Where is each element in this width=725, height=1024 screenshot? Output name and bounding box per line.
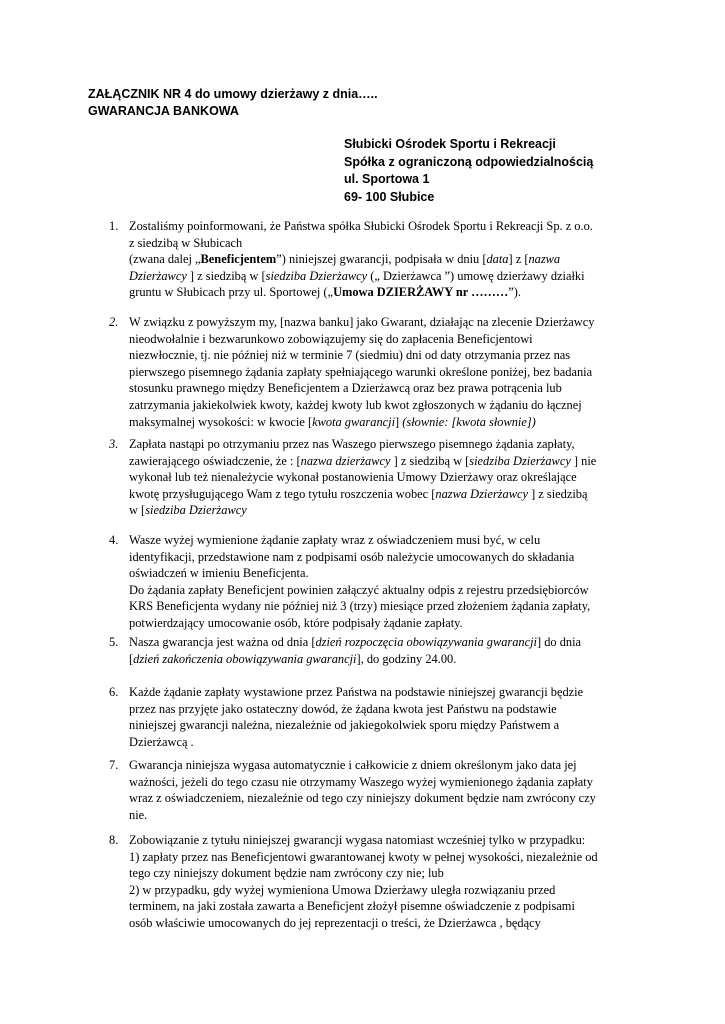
text-run: Gwarancja niniejsza wygasa automatycznie i całkowicie z dniem określonym jako data jej <box>129 758 577 772</box>
clause-line <box>129 380 649 397</box>
clause-text <box>129 634 649 667</box>
clause-line <box>129 684 649 701</box>
text-run: ”). <box>508 285 522 300</box>
text-run: kwotę przysługującego Wam z tego tytułu roszczenia wobec [ <box>129 486 436 501</box>
text-run: nazwa <box>528 252 561 267</box>
clause-number: 6. <box>109 685 119 699</box>
text-run: z siedzibą w Słubicach <box>129 235 243 250</box>
text-run: terminem, na jaki została zawarta a Beneficjent złożył pisemne oświadczenie z podpisami <box>129 899 575 914</box>
clause-number: 3. <box>109 437 119 451</box>
text-run: 1) zapłaty przez nas Beneficjentowi gwarantowanej kwoty w pełnej wysokości, niezależnie od <box>129 849 598 864</box>
clause-line <box>129 915 649 932</box>
clause-line <box>129 251 649 268</box>
text-run: siedziba Dzierżawcy <box>265 268 368 283</box>
recipient-name: Słubicki Ośrodek Sportu i Rekreacji <box>344 137 556 151</box>
clause-line <box>129 734 649 751</box>
clause-number: 5. <box>109 635 119 649</box>
text-run: tego czy niniejszy dokument będzie nam zwrócony czy nie; lub <box>129 866 444 881</box>
text-run: ] <box>395 414 403 429</box>
text-run: Beneficjentem <box>200 252 277 267</box>
text-run: Zostaliśmy poinformowani, że Państwa spółka Słubicki Ośrodek Sportu i Rekreacji Sp. z o.o. <box>129 219 593 233</box>
text-run: zawierającego oświadczenie, że : [ <box>129 453 301 468</box>
text-run: osób właściwie umocowanych do jej reprezentacji o treści, że Dzierżawca , będący <box>129 915 541 930</box>
clause-line <box>129 218 649 235</box>
clause-line <box>129 882 649 899</box>
clause-number: 2. <box>109 315 119 329</box>
text-run: („ Dzierżawca ”) umowę dzierżawy działki <box>367 268 585 283</box>
clause-number: 8. <box>109 833 119 847</box>
clause-number: 1. <box>109 219 119 233</box>
text-run: wykonał lub też nienależycie wykonał postanowienia Umowy Dzierżawy oraz określające <box>129 470 577 485</box>
text-run: kwota gwarancji <box>312 414 396 429</box>
clause-line <box>129 268 649 285</box>
text-run: ] do dnia <box>537 635 582 649</box>
clause-7 <box>109 757 649 823</box>
clause-text <box>129 532 649 632</box>
text-run: KRS Beneficjenta wydany nie później niż 3 (trzy) miesiące przed złożeniem żądania zapłaty, <box>129 599 591 614</box>
text-run: ] z siedzibą <box>527 486 588 501</box>
clause-line <box>129 790 649 807</box>
text-run: Wasze wyżej wymienione żądanie zapłaty wraz z oświadczeniem musi być, w celu <box>129 533 541 547</box>
clause-4 <box>109 532 649 632</box>
clause-line <box>129 598 649 615</box>
text-run: wraz z oświadczeniem, niezależnie od tego czy niniejszy dokument będzie nam zwrócony czy <box>129 791 596 806</box>
text-run: pierwszego pisemnego żądania zapłaty spełniającego warunki określone poniżej, bez badania <box>129 364 593 379</box>
clause-8 <box>109 832 649 932</box>
text-run: Zapłata nastąpi po otrzymaniu przez nas Waszego pierwszego pisemnego żądania zapłaty, <box>129 437 575 451</box>
text-run: oświadczeń w imieniu Beneficjenta. <box>129 566 309 581</box>
clause-line <box>129 486 649 503</box>
clause-text <box>129 218 649 301</box>
clause-line <box>129 397 649 414</box>
clause-5 <box>109 634 649 667</box>
clause-line <box>129 807 649 824</box>
clause-line <box>129 701 649 718</box>
text-run: Nasza gwarancja jest ważna od dnia [ <box>129 635 316 649</box>
document-subtitle: GWARANCJA BANKOWA <box>88 104 239 118</box>
recipient-company-type: Spółka z ograniczoną odpowiedzialnością <box>344 154 594 169</box>
clause-2 <box>109 314 649 430</box>
text-run: zatrzymania jakiekolwiek kwoty, każdej kwoty lub kwot zgłoszonych w żądaniu do łącznej <box>129 397 582 412</box>
recipient-street: ul. Sportowa 1 <box>344 172 430 186</box>
text-run: ”) niniejszej gwarancji, podpisała w dniu [ <box>276 252 487 267</box>
text-run: stosunku prawnego między Beneficjentem a Dzierżawcą oraz bez prawa potrącenia lub <box>129 381 562 396</box>
text-run: [ <box>129 651 134 666</box>
clause-line <box>129 757 649 774</box>
text-run: nieodwołalnie i bezwarunkowo zobowiązujemy się do zapłacenia Beneficjentowi <box>129 331 533 346</box>
clause-line <box>129 284 649 301</box>
clause-line <box>129 717 649 734</box>
clause-6 <box>109 684 649 750</box>
clause-line <box>129 235 649 252</box>
text-run: niniejszej gwarancji należna, niezależnie od jakiegokolwiek sporu między Państwem a <box>129 718 560 733</box>
text-run: przez nas przyjęte jako ostateczny dowód, że żądana kwota jest Państwu na podstawie <box>129 701 557 716</box>
text-run: dzień zakończenia obowiązywania gwarancji <box>133 651 357 666</box>
clause-text <box>129 314 649 430</box>
text-run: siedziba Dzierżawcy <box>469 453 571 468</box>
clause-number: 7. <box>109 758 119 772</box>
text-run: Zobowiązanie z tytułu niniejszej gwarancji wygasa natomiast wcześniej tylko w przypadku: <box>129 833 586 847</box>
text-run: nazwa dzierżawcy <box>300 453 391 468</box>
clause-line <box>129 314 649 331</box>
text-run: ] z siedzibą w [ <box>186 268 266 283</box>
text-run: W związku z powyższym my, [nazwa banku] jako Gwarant, działając na zlecenie Dzierżawcy <box>129 315 595 329</box>
clause-line <box>129 549 649 566</box>
clause-line <box>129 532 649 549</box>
clause-line <box>129 651 649 668</box>
recipient-address <box>344 136 593 206</box>
clause-line <box>129 364 649 381</box>
text-run: Do żądania zapłaty Beneficjent powinien załączyć aktualny odpis z rejestru przedsiębiorców <box>129 582 589 597</box>
clause-line <box>129 582 649 599</box>
text-run: siedziba Dzierżawcy <box>145 503 247 518</box>
text-run: (słownie: [kwota słownie]) <box>402 414 536 429</box>
text-run: maksymalnej wysokości: w kwocie [ <box>129 414 313 429</box>
text-run: ], do godziny 24.00. <box>356 651 457 666</box>
clause-1 <box>109 218 649 301</box>
clause-text <box>129 832 649 932</box>
text-run: (zwana dalej „ <box>129 252 201 267</box>
clause-line <box>129 849 649 866</box>
text-run: nazwa Dzierżawcy <box>435 486 528 501</box>
text-run: dzień rozpoczęcia obowiązywania gwarancji <box>315 635 537 649</box>
text-run: Dzierżawcy <box>129 268 187 283</box>
clause-line <box>129 615 649 632</box>
clause-line <box>129 331 649 348</box>
text-run: identyfikacji, przedstawione nam z podpisami osób należycie umocowanych do składania <box>129 549 575 564</box>
text-run: ] z siedzibą w [ <box>390 453 470 468</box>
clause-text <box>129 684 649 750</box>
clause-line <box>129 453 649 470</box>
text-run: Każde żądanie zapłaty wystawione przez Państwa na podstawie niniejszej gwarancji będzie <box>129 685 584 699</box>
text-run: data <box>486 252 509 267</box>
clause-line <box>129 832 649 849</box>
clause-line <box>129 634 649 651</box>
text-run: w [ <box>129 503 146 518</box>
clause-number: 4. <box>109 533 119 547</box>
clause-text <box>129 757 649 823</box>
recipient-city: 69- 100 Słubice <box>344 189 435 204</box>
text-run: 2) w przypadku, gdy wyżej wymieniona Umowa Dzierżawy uległa rozwiązaniu przed <box>129 882 556 897</box>
clause-line <box>129 565 649 582</box>
clause-line <box>129 436 649 453</box>
text-run: Umowa DZIERŻAWY nr ……… <box>333 285 509 300</box>
text-run: gruntu w Słubicach przy ul. Sportowej („ <box>129 285 334 300</box>
document-title: ZAŁĄCZNIK NR 4 do umowy dzierżawy z dnia….. <box>88 87 378 101</box>
text-run: potwierdzający umocowanie osób, które podpisały żądanie zapłaty. <box>129 615 463 630</box>
text-run: nie. <box>129 807 148 822</box>
clause-3 <box>109 436 649 519</box>
clause-line <box>129 774 649 791</box>
clause-line <box>129 414 649 431</box>
clause-line <box>129 347 649 364</box>
clause-line <box>129 865 649 882</box>
text-run: niezwłocznie, tj. nie później niż w terminie 7 (siedmiu) dni od daty otrzymania przez nas <box>129 348 571 363</box>
text-run: ] z [ <box>508 252 529 267</box>
text-run: ] nie <box>570 453 597 468</box>
clause-text <box>129 436 649 519</box>
text-run: ważności, jeżeli do tego czasu nie otrzymamy Waszego wyżej wymienionego żądania zapłaty <box>129 774 593 789</box>
clause-line <box>129 502 649 519</box>
clause-line <box>129 469 649 486</box>
text-run: Dzierżawcą . <box>129 734 194 749</box>
clause-line <box>129 898 649 915</box>
